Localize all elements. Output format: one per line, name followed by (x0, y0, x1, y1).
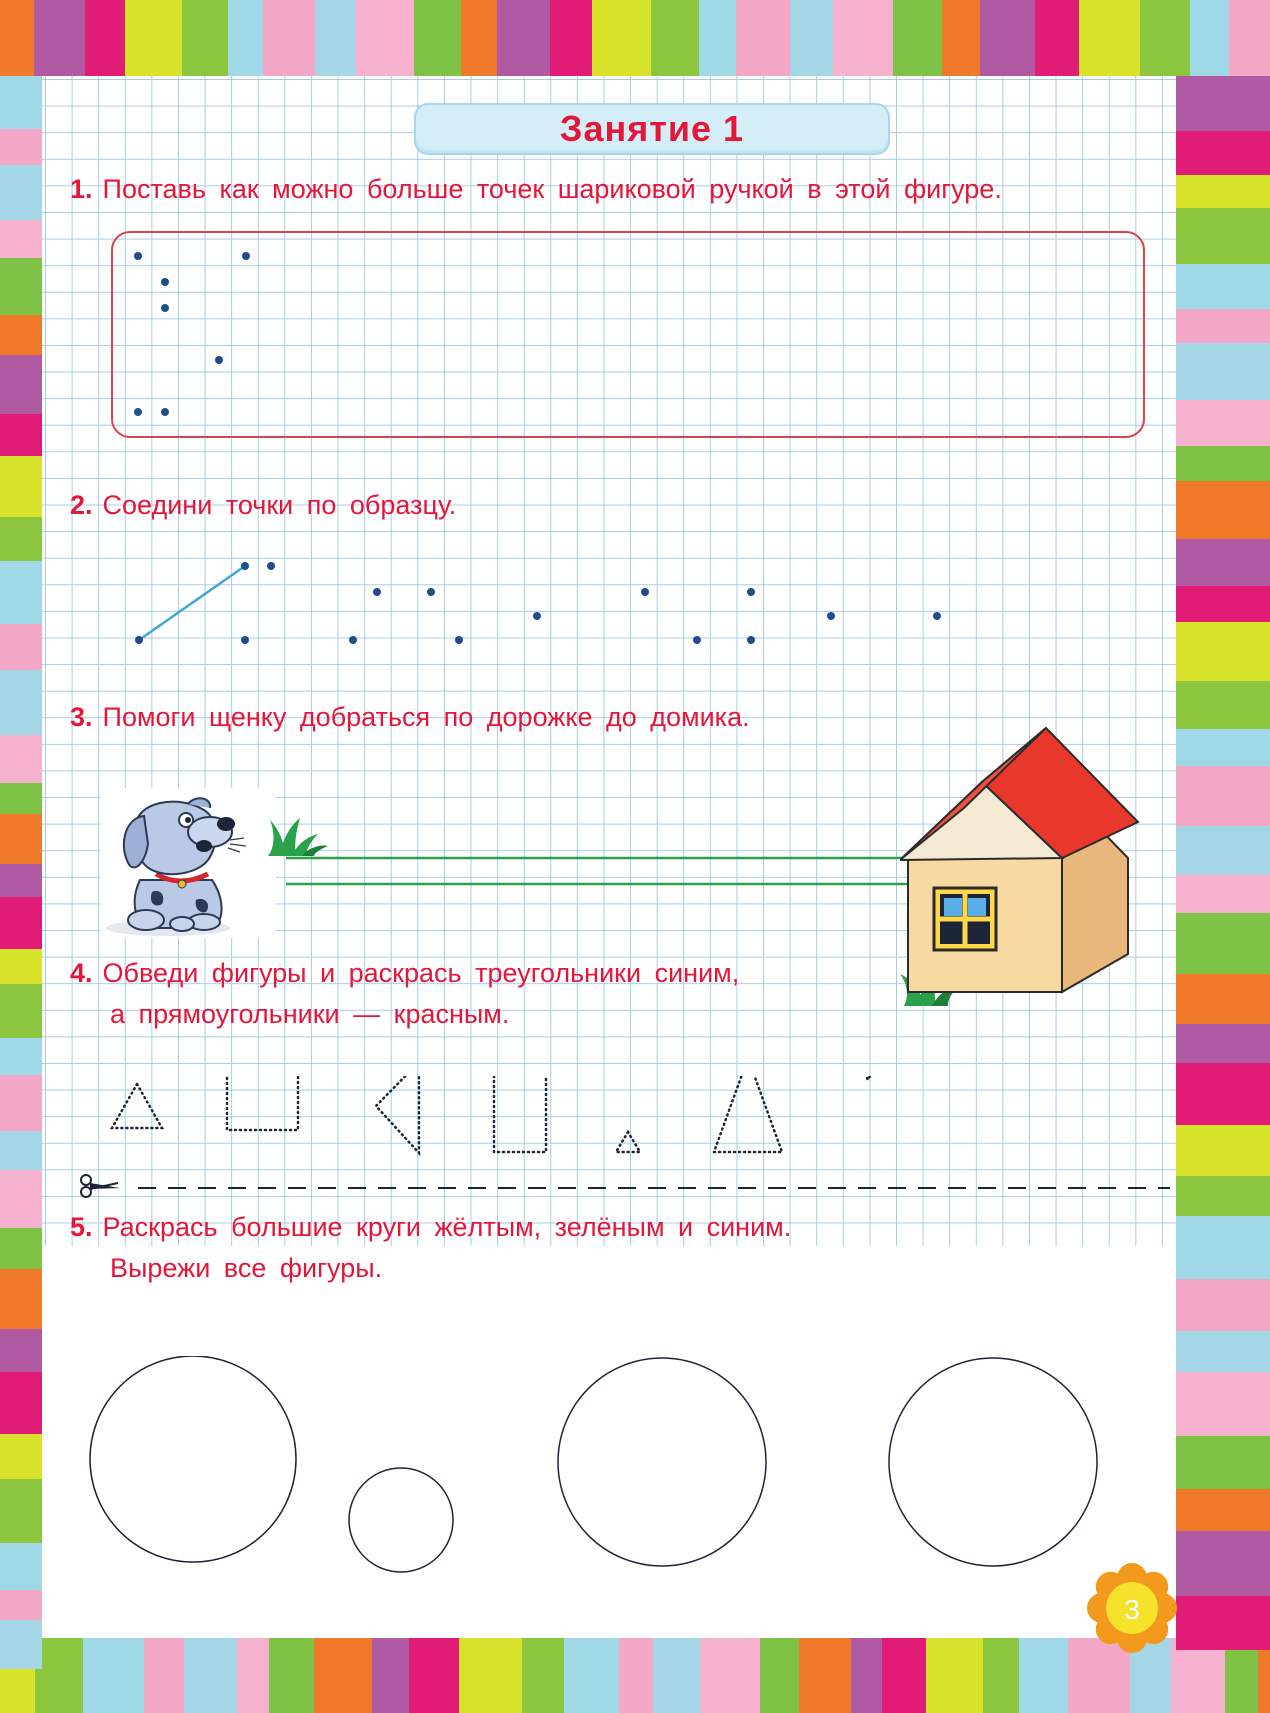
dotted-triangle-inverted (860, 1076, 876, 1080)
frame-stripe (550, 0, 592, 76)
frame-stripe (1176, 264, 1270, 309)
page-title: Занятие 1 (559, 108, 745, 149)
frame-stripe (314, 1638, 372, 1713)
frame-stripe (1176, 1436, 1270, 1489)
frame-stripe (0, 1372, 42, 1434)
frame-stripe (1019, 1638, 1068, 1713)
frame-stripe (0, 414, 42, 456)
frame-stripe (0, 624, 42, 670)
big-circle-2[interactable] (558, 1358, 766, 1566)
frame-stripe (1190, 0, 1229, 76)
connect-dot (455, 636, 463, 644)
frame-stripe (1176, 974, 1270, 1024)
frame-stripe (461, 0, 497, 76)
frame-stripe (1176, 1125, 1270, 1176)
frame-stripe (926, 1638, 983, 1713)
frame-stripe (85, 0, 125, 76)
dotted-square (227, 1076, 298, 1130)
frame-stripe (1176, 1489, 1270, 1531)
frame-stripe (0, 1590, 42, 1620)
dotted-rectangle-tall (494, 1076, 546, 1152)
frame-stripe (1176, 729, 1270, 766)
connect-dot (135, 636, 143, 644)
task-2-text: Соедини точки по образцу. (102, 490, 457, 520)
frame-stripe (269, 1638, 314, 1713)
frame-stripe (1176, 1372, 1270, 1436)
frame-stripe (0, 1131, 42, 1170)
frame-stripe (315, 0, 356, 76)
frame-stripe (1176, 446, 1270, 481)
frame-stripe (0, 517, 42, 561)
frame-stripe (414, 0, 461, 76)
frame-stripe (619, 1638, 653, 1713)
frame-stripe (1229, 0, 1270, 76)
frame-stripe (0, 1434, 42, 1479)
task-2 (70, 490, 456, 521)
frame-stripe (1176, 875, 1270, 913)
frame-stripe (182, 0, 228, 76)
frame-stripe (699, 0, 736, 76)
frame-stripe (0, 984, 42, 1038)
frame-stripe (1079, 0, 1140, 76)
frame-stripe (263, 0, 315, 76)
frame-stripe (0, 949, 42, 984)
circles-cutout (42, 1356, 1176, 1636)
grass-icon (268, 818, 328, 856)
frame-stripe (0, 129, 42, 165)
frame-stripe (1035, 0, 1079, 76)
frame-stripe (0, 456, 42, 517)
frame-stripe (1176, 622, 1270, 681)
task-3 (70, 702, 750, 733)
frame-stripe (372, 1638, 409, 1713)
connect-dot (267, 562, 275, 570)
frame-stripe (799, 1638, 851, 1713)
scissors-icon (81, 1175, 120, 1197)
frame-stripe (1176, 400, 1270, 446)
frame-stripe (0, 1075, 42, 1131)
flower-badge-icon (1086, 1562, 1178, 1654)
frame-stripe (356, 0, 414, 76)
frame-stripe (700, 1638, 760, 1713)
dot-drawing-frame[interactable] (112, 232, 1144, 437)
connect-dot (241, 562, 249, 570)
frame-stripe (0, 1479, 42, 1543)
frame-stripe (237, 1638, 269, 1713)
frame-stripe (459, 1638, 522, 1713)
frame-stripe (651, 0, 699, 76)
connect-dot (533, 612, 541, 620)
frame-stripe (1176, 681, 1270, 729)
connect-dot (747, 636, 755, 644)
puppy-path[interactable] (212, 790, 912, 920)
frame-stripe (882, 1638, 926, 1713)
frame-stripe (0, 76, 42, 129)
frame-stripe (228, 0, 263, 76)
frame-stripe (522, 1638, 564, 1713)
task-5-line-1: Раскрась большие круги жёлтым, зелёным и синим. (102, 1212, 792, 1242)
frame-stripe (1176, 208, 1270, 264)
frame-stripe (0, 355, 42, 414)
frame-stripe (0, 220, 42, 258)
frame-stripe (1176, 309, 1270, 343)
frame-stripe (983, 1638, 1019, 1713)
frame-stripe (34, 0, 85, 76)
frame-stripe (409, 1638, 459, 1713)
frame-stripe (1176, 481, 1270, 539)
page-number: 3 (1124, 1594, 1140, 1625)
frame-stripe (760, 1638, 799, 1713)
frame-stripe (0, 1269, 42, 1329)
frame-stripe (0, 315, 42, 355)
frame-stripe (125, 0, 182, 76)
task-4-line-2: а прямоугольники — красным. (110, 999, 510, 1029)
frame-stripe (833, 0, 893, 76)
sample-dot (161, 304, 169, 312)
frame-stripe (0, 735, 42, 783)
frame-stripe (35, 1638, 83, 1713)
frame-stripe (1176, 1596, 1270, 1650)
dotted-triangle-left (376, 1076, 419, 1153)
frame-stripe (1176, 1279, 1270, 1331)
frame-stripe (1176, 1063, 1270, 1125)
frame-stripe (0, 561, 42, 624)
frame-stripe (0, 1543, 42, 1590)
worksheet-sheet (42, 76, 1176, 1638)
connect-dot (641, 588, 649, 596)
frame-stripe (0, 1329, 42, 1372)
frame-stripe (1176, 586, 1270, 622)
frame-stripe (1176, 343, 1270, 400)
frame-stripe (736, 0, 790, 76)
dotted-triangle-tiny (616, 1132, 640, 1152)
task-5-number: 5. (70, 1212, 93, 1242)
task-3-text: Помоги щенку добраться по дорожке до домика. (102, 702, 750, 732)
task-1-text: Поставь как можно больше точек шариковой ручкой в этой фигуре. (102, 174, 1002, 204)
sample-dots (134, 252, 250, 416)
frame-stripe (144, 1638, 184, 1713)
frame-stripe (83, 1638, 144, 1713)
sample-dot (215, 356, 223, 364)
frame-stripe (0, 1620, 42, 1669)
frame-stripe (1140, 0, 1190, 76)
frame-stripe (0, 897, 42, 949)
task-1-number: 1. (70, 174, 93, 204)
frame-stripe (0, 0, 34, 76)
task-4 (70, 958, 739, 1030)
frame-stripe (1176, 766, 1270, 826)
frame-stripe (851, 1638, 882, 1713)
frame-stripe (790, 0, 833, 76)
sample-dot (242, 252, 250, 260)
sample-dot (134, 252, 142, 260)
small-circle[interactable] (349, 1468, 453, 1572)
frame-stripe (1176, 913, 1270, 974)
frame-stripe (1176, 1176, 1270, 1216)
frame-stripe (1176, 1531, 1270, 1596)
frame-stripe (0, 814, 42, 864)
task-3-number: 3. (70, 702, 93, 732)
task-4-line-1: Обведи фигуры и раскрась треугольники синим, (102, 958, 740, 988)
task-5 (70, 1212, 791, 1284)
frame-stripe (1176, 1024, 1270, 1063)
frame-stripe (893, 0, 942, 76)
connect-dot (241, 636, 249, 644)
frame-stripe (564, 1638, 619, 1713)
frame-stripe (497, 0, 550, 76)
frame-stripe (592, 0, 651, 76)
task-4-number: 4. (70, 958, 93, 988)
connect-dot (747, 588, 755, 596)
house-illustration (900, 726, 1150, 1026)
frame-stripe (1176, 131, 1270, 175)
frame-stripe (0, 258, 42, 315)
frame-stripe (1176, 539, 1270, 586)
frame-stripe (0, 165, 42, 220)
frame-stripe (0, 1228, 42, 1269)
frame-stripe (1176, 826, 1270, 875)
frame-stripe (980, 0, 1035, 76)
frame-stripe (0, 783, 42, 814)
sample-dot (134, 408, 142, 416)
connect-dot (427, 588, 435, 596)
dotted-triangle-small (112, 1084, 162, 1128)
frame-stripe (942, 0, 980, 76)
big-circle-3[interactable] (889, 1358, 1097, 1566)
frame-stripe (1176, 1216, 1270, 1279)
sample-dot (161, 278, 169, 286)
frame-stripe (1176, 1331, 1270, 1372)
frame-stripe (653, 1638, 700, 1713)
sample-connecting-line (139, 566, 245, 640)
frame-stripe (1176, 76, 1270, 131)
frame-stripe (0, 670, 42, 735)
frame-stripe (1176, 175, 1270, 208)
frame-stripe (184, 1638, 237, 1713)
dotted-triangle-tall (714, 1076, 782, 1152)
sample-dot (161, 408, 169, 416)
connect-dot (827, 612, 835, 620)
big-circle-1[interactable] (90, 1356, 296, 1562)
connect-dot (373, 588, 381, 596)
connect-dot (349, 636, 357, 644)
connect-dot (693, 636, 701, 644)
frame-stripe (0, 1170, 42, 1228)
task-5-line-2: Вырежи все фигуры. (110, 1253, 383, 1283)
connect-dot (933, 612, 941, 620)
connect-dots-exercise[interactable] (42, 556, 1176, 676)
task-2-number: 2. (70, 490, 93, 520)
frame-stripe (0, 864, 42, 897)
cut-line (78, 1170, 1170, 1200)
frame-stripe (0, 1038, 42, 1075)
